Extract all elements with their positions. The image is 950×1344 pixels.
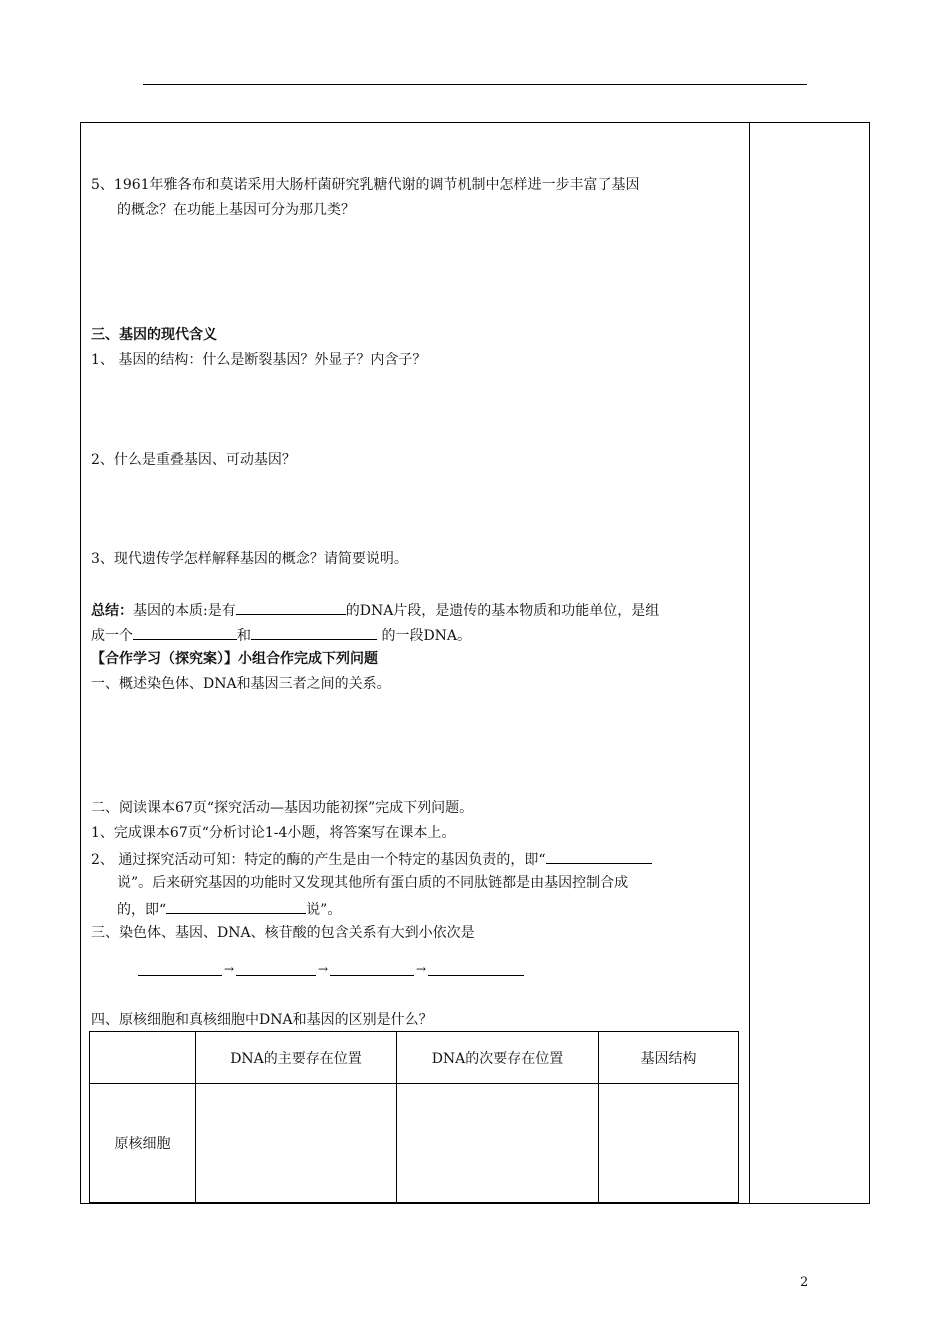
header-rule bbox=[143, 84, 807, 85]
table-header-cell bbox=[90, 1032, 196, 1084]
summary-line2: 成一个 和 的一段DNA。 bbox=[91, 625, 471, 645]
summary-blank-1[interactable] bbox=[236, 600, 346, 615]
chain-blank-3[interactable] bbox=[330, 975, 414, 976]
coop-item-3: 三、染色体、基因、DNA、核苷酸的包含关系有大到小依次是 bbox=[91, 925, 475, 941]
section-3-question-1: 1、 基因的结构：什么是断裂基因？外显子？内含子？ bbox=[91, 352, 427, 368]
dna-gene-comparison-table bbox=[89, 1031, 739, 1203]
section-3-question-2: 2、什么是重叠基因、可动基因？ bbox=[91, 452, 296, 468]
chain-blank-1[interactable] bbox=[138, 975, 222, 976]
cooperative-learning-heading: 【合作学习（探究案）】小组合作完成下列问题 bbox=[91, 651, 378, 667]
coop-item-2-2-line1: 2、 通过探究活动可知：特定的酶的产生是由一个特定的基因负责的，即“ bbox=[91, 849, 652, 869]
arrow-icon: → bbox=[318, 962, 329, 976]
coop-item-4: 四、原核细胞和真核细胞中DNA和基因的区别是什么？ bbox=[91, 1012, 433, 1028]
table-header-cell: 基因结构 bbox=[599, 1032, 739, 1084]
question-5-line1: 5、1961年雅各布和莫诺采用大肠杆菌研究乳糖代谢的调节机制中怎样进一步丰富了基因 bbox=[91, 177, 640, 193]
summary-blank-2[interactable] bbox=[133, 625, 237, 640]
summary-label: 总结： bbox=[91, 603, 133, 619]
chain-blank-2[interactable] bbox=[236, 975, 316, 976]
one-gene-one-polypeptide-blank[interactable] bbox=[166, 899, 306, 914]
table-cell[interactable] bbox=[599, 1084, 739, 1203]
question-5-line2: 的概念？在功能上基因可分为那几类？ bbox=[117, 202, 355, 218]
coop-item-2-2-line3: 的，即“ 说”。 bbox=[117, 899, 341, 919]
arrow-icon: → bbox=[416, 962, 427, 976]
coop-item-2-2-line2: 说”。后来研究基因的功能时又发现其他所有蛋白质的不同肽链都是由基因控制合成 bbox=[117, 875, 629, 891]
chain-blank-4[interactable] bbox=[428, 975, 524, 976]
table-row bbox=[90, 1084, 739, 1203]
summary-line1: 总结：基因的本质:是有 的DNA片段，是遗传的基本物质和功能单位，是组 bbox=[91, 600, 659, 620]
notes-column-divider bbox=[749, 122, 750, 1204]
page-number: 2 bbox=[800, 1275, 809, 1290]
section-3-heading: 三、基因的现代含义 bbox=[91, 327, 217, 343]
summary-blank-3[interactable] bbox=[251, 625, 377, 640]
arrow-icon: → bbox=[224, 962, 235, 976]
table-row-label: 原核细胞 bbox=[90, 1084, 196, 1203]
table-header-cell: DNA的主要存在位置 bbox=[196, 1032, 397, 1084]
coop-item-2: 二、阅读课本67页“探究活动—基因功能初探”完成下列问题。 bbox=[91, 800, 474, 816]
table-header-cell: DNA的次要存在位置 bbox=[397, 1032, 599, 1084]
section-3-question-3: 3、现代遗传学怎样解释基因的概念？请简要说明。 bbox=[91, 551, 408, 567]
coop-item-1: 一、概述染色体、DNA和基因三者之间的关系。 bbox=[91, 676, 391, 692]
table-cell[interactable] bbox=[196, 1084, 397, 1203]
one-gene-one-enzyme-blank[interactable] bbox=[546, 849, 652, 864]
coop-item-2-1: 1、完成课本67页“分析讨论1-4小题，将答案写在课本上。 bbox=[91, 825, 456, 841]
table-header-row bbox=[90, 1032, 739, 1084]
table-cell[interactable] bbox=[397, 1084, 599, 1203]
